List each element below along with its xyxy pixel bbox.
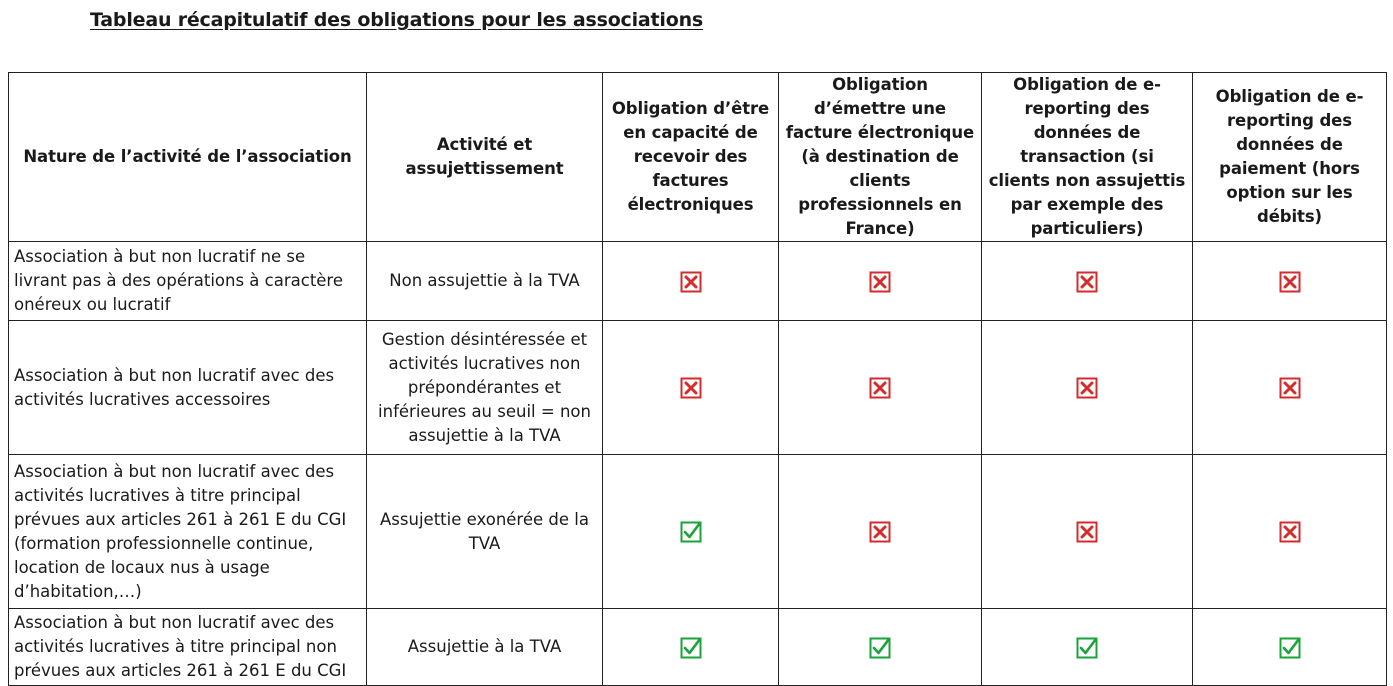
- check-icon: [1279, 637, 1301, 659]
- row-nature: Association à but non lucratif avec des activités lucratives à titre principal prévues aux articles 261 à 261 E du CGI (formation professionnelle continue, location de locaux nus à usage d’habitation,…): [9, 455, 367, 609]
- mark-cell: [779, 609, 982, 686]
- check-icon: [680, 521, 702, 543]
- row-activity: Non assujettie à la TVA: [367, 242, 603, 321]
- cross-icon: [1076, 521, 1098, 543]
- check-icon: [869, 637, 891, 659]
- mark-cell: [982, 455, 1193, 609]
- cross-icon: [1279, 271, 1301, 293]
- check-icon: [1076, 637, 1098, 659]
- header-issue-invoice: Obligation d’émettre une facture électronique (à destination de clients professionnels en France): [779, 73, 982, 242]
- table-row: [9, 321, 1387, 455]
- mark-cell: [1193, 321, 1387, 455]
- header-ereporting-payments: Obligation de e-reporting des données de paiement (hors option sur les débits): [1193, 73, 1387, 242]
- mark-cell: [603, 609, 779, 686]
- mark-cell: [603, 242, 779, 321]
- table-row: [9, 609, 1387, 686]
- mark-cell: [603, 455, 779, 609]
- cross-icon: [680, 271, 702, 293]
- mark-cell: [982, 321, 1193, 455]
- check-icon: [680, 637, 702, 659]
- mark-cell: [779, 242, 982, 321]
- header-activity: Activité et assujettissement: [367, 73, 603, 242]
- row-nature: Association à but non lucratif avec des activités lucratives accessoires: [9, 321, 367, 455]
- table-header-row: [9, 73, 1387, 242]
- cross-icon: [869, 271, 891, 293]
- table-row: [9, 455, 1387, 609]
- mark-cell: [603, 321, 779, 455]
- header-ereporting-transactions: Obligation de e-reporting des données de transaction (si clients non assujettis par exemple des particuliers): [982, 73, 1193, 242]
- cross-icon: [1279, 377, 1301, 399]
- document-title: Tableau récapitulatif des obligations pour les associations: [90, 9, 704, 31]
- cross-icon: [1076, 271, 1098, 293]
- mark-cell: [982, 609, 1193, 686]
- header-receive-invoices: Obligation d’être en capacité de recevoir des factures électroniques: [603, 73, 779, 242]
- header-nature: Nature de l’activité de l’association: [9, 73, 367, 242]
- cross-icon: [869, 521, 891, 543]
- row-activity: Assujettie à la TVA: [367, 609, 603, 686]
- mark-cell: [1193, 455, 1387, 609]
- row-activity: Gestion désintéressée et activités lucratives non prépondérantes et inférieures au seuil = non assujettie à la TVA: [367, 321, 603, 455]
- table-row: [9, 242, 1387, 321]
- obligations-table: [8, 72, 1387, 686]
- cross-icon: [680, 377, 702, 399]
- cross-icon: [1076, 377, 1098, 399]
- cross-icon: [869, 377, 891, 399]
- mark-cell: [779, 455, 982, 609]
- mark-cell: [1193, 242, 1387, 321]
- row-activity: Assujettie exonérée de la TVA: [367, 455, 603, 609]
- mark-cell: [779, 321, 982, 455]
- cross-icon: [1279, 521, 1301, 543]
- mark-cell: [982, 242, 1193, 321]
- row-nature: Association à but non lucratif avec des activités lucratives à titre principal non prévues aux articles 261 à 261 E du CGI: [9, 609, 367, 686]
- row-nature: Association à but non lucratif ne se livrant pas à des opérations à caractère onéreux ou lucratif: [9, 242, 367, 321]
- mark-cell: [1193, 609, 1387, 686]
